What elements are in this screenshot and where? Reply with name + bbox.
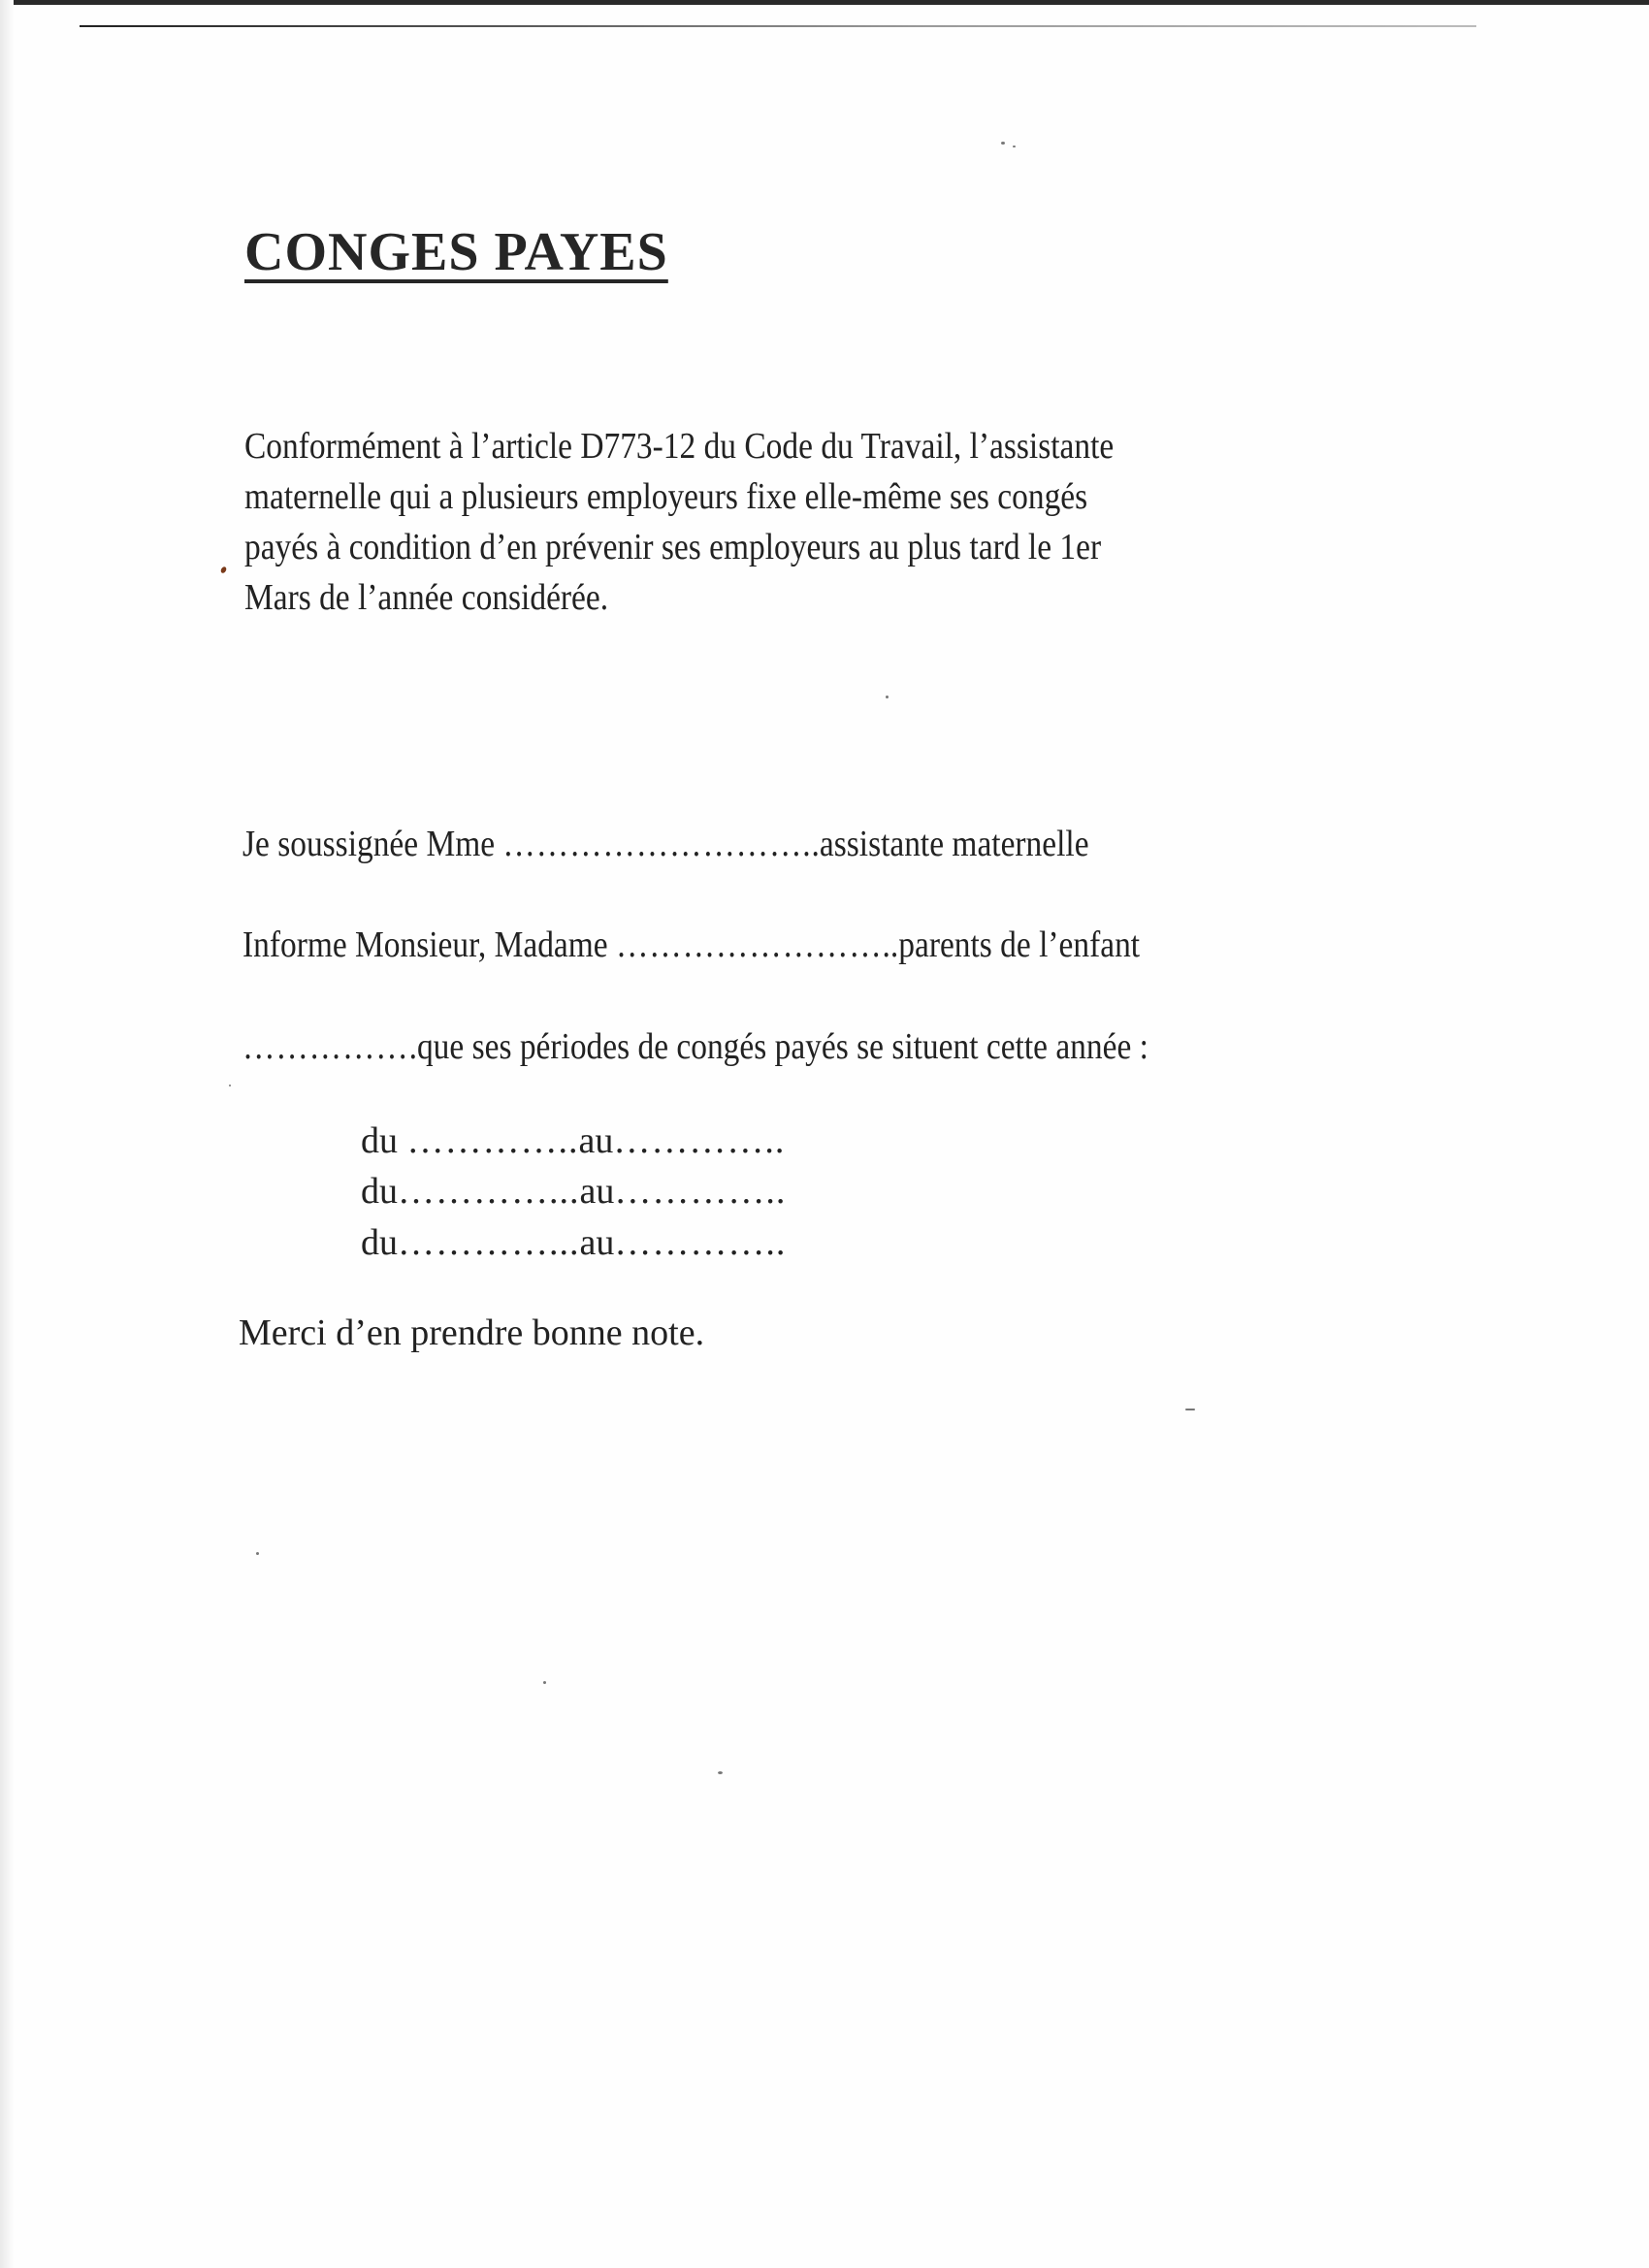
scan-left-edge <box>0 0 14 2268</box>
scan-speck <box>1185 1409 1195 1410</box>
parents-role-label: ..parents de l’enfant <box>882 924 1141 965</box>
period-row <box>361 1221 786 1264</box>
to-label: au <box>579 1171 615 1212</box>
form-line-parents <box>242 923 1140 966</box>
paragraph-line: payés à condition d’en prévenir ses employeurs au plus tard le 1er <box>244 527 1102 567</box>
top-horizontal-rule <box>80 25 1476 27</box>
document-title: CONGES PAYES <box>244 222 668 282</box>
from-date-blank[interactable]: …………... <box>398 1171 580 1212</box>
assistant-name-blank[interactable]: ………………………. <box>502 824 812 864</box>
scan-speck <box>1013 146 1016 147</box>
to-label: au <box>578 1120 614 1161</box>
paragraph-line: Mars de l’année considérée. <box>244 577 609 618</box>
paragraph-line: Conformément à l’article D773-12 du Code du Travail, l’assistante <box>244 426 1115 467</box>
scan-speck <box>1001 142 1005 145</box>
scan-speck <box>718 1771 723 1774</box>
closing-sentence: Merci d’en prendre bonne note. <box>239 1312 705 1353</box>
scan-top-edge <box>0 0 1649 5</box>
form-line-assistant <box>242 823 1089 865</box>
paragraph-line: maternelle qui a plusieurs employeurs fixe elle-même ses congés <box>244 476 1088 517</box>
period-row <box>361 1170 786 1213</box>
periods-intro-label: .que ses périodes de congés payés se situent cette année : <box>408 1026 1148 1067</box>
from-date-blank[interactable]: …………... <box>398 1222 580 1263</box>
scan-speck <box>886 696 889 698</box>
ink-mark <box>220 566 228 574</box>
scan-speck <box>229 1085 231 1086</box>
parents-label: Informe Monsieur, Madame <box>242 924 616 965</box>
legal-paragraph <box>244 421 1465 623</box>
from-date-blank[interactable]: ………….. <box>406 1120 579 1161</box>
from-label: du <box>361 1120 407 1161</box>
from-label: du <box>361 1222 398 1263</box>
form-line-child <box>242 1025 1148 1068</box>
parents-name-blank[interactable]: …………………… <box>615 924 883 965</box>
from-label: du <box>361 1171 398 1212</box>
to-label: au <box>579 1222 615 1263</box>
period-row <box>361 1119 785 1162</box>
assistant-label: Je soussignée Mme <box>242 824 503 864</box>
scan-speck <box>543 1681 546 1684</box>
child-name-blank[interactable]: …………… <box>242 1026 409 1067</box>
to-date-blank[interactable]: ………….. <box>613 1120 786 1161</box>
to-date-blank[interactable]: ………….. <box>614 1222 787 1263</box>
scan-speck <box>256 1552 259 1555</box>
assistant-role-label: .assistante maternelle <box>811 824 1089 864</box>
to-date-blank[interactable]: ………….. <box>614 1171 787 1212</box>
